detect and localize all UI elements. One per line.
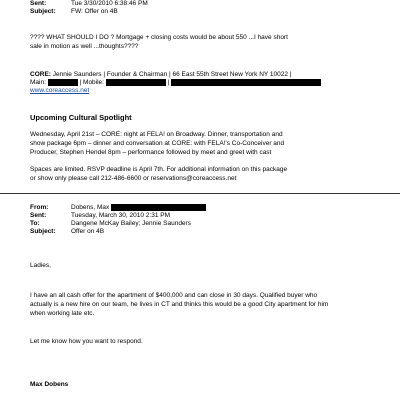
spotlight-paragraph-2-line-2: or show only please call 212-486-6600 or reservations@coreaccess.net [30, 175, 237, 182]
sent-value-2: Tuesday, March 30, 2010 2:31 PM [71, 212, 170, 219]
from-label: From: [30, 204, 49, 211]
signature-text: Jennie Saunders | Founder & Chairman | 66 East 55th Street New York NY 10022 | [50, 71, 292, 78]
spotlight-paragraph-1-line-1: Wednesday, April 21st – CORE: night at FELA! on Broadway. Dinner, transportation and [30, 131, 283, 138]
sent-label: Sent: [30, 0, 47, 7]
email2-body-line-4: Let me know how you want to respond. [30, 338, 143, 345]
to-row [30, 220, 191, 228]
body-line-2: sale in motion as well ...thoughts???? [30, 43, 139, 50]
sent-row-2 [30, 212, 170, 220]
redaction-block [106, 79, 166, 86]
signature-mobile-label: | Mobile: [79, 79, 104, 87]
subject-value-2: Offer on 4B [71, 228, 105, 235]
email2-body-line-3: when working late etc. [30, 310, 95, 317]
subject-row-2 [30, 228, 105, 236]
subject-value: FW: Offer on 4B [71, 8, 118, 15]
signature-line-2 [30, 79, 321, 87]
signature-core: CORE: [30, 71, 51, 78]
spotlight-paragraph-1-line-2: show package 6pm – dinner and conversation at CORE: with FELA!'s Co-Conceiver and [30, 140, 285, 147]
greeting: Ladies, [30, 262, 51, 269]
sent-label-2: Sent: [30, 212, 47, 219]
to-value: Dangene McKay Bailey; Jennie Saunders [71, 220, 191, 227]
signature-line-1 [30, 71, 292, 79]
email-divider [0, 193, 400, 194]
spotlight-paragraph-1-line-3: Producer, Stephen Hendel 8pm – performance followed by meet and greet with cast [30, 149, 272, 156]
signature-line-3 [30, 87, 89, 95]
signature-main-label: Main: [30, 79, 46, 87]
body-line-1: ???? WHAT SHOULD I DO ? Mortgage + closing costs would be about 550 ...I have short [30, 34, 288, 41]
from-row [30, 204, 110, 212]
signature-url-link[interactable]: www.coreaccess.net [30, 87, 90, 94]
spotlight-paragraph-2-line-1: Spaces are limited. RSVP deadline is April 7th. For additional information on this package [30, 166, 288, 173]
signature-name: Max Dobens [30, 381, 69, 388]
to-label: To: [30, 220, 40, 227]
from-value: Dobens, Max [71, 204, 206, 212]
subject-label: Subject: [30, 8, 56, 15]
subject-row [30, 8, 118, 16]
email2-body-line-1: I have an all cash offer for the apartment of $400,000 and can close in 30 days. Qualified buyer who [30, 292, 318, 299]
subject-label-2: Subject: [30, 228, 56, 235]
spotlight-heading: Upcoming Cultural Spotlight [30, 113, 132, 122]
signature-pipe: | [167, 79, 170, 87]
redaction-block [48, 79, 78, 86]
redaction-block [111, 204, 206, 211]
redaction-block [171, 79, 321, 86]
sent-row [30, 0, 148, 8]
sent-value: Tue 3/30/2010 6:38:46 PM [71, 0, 148, 7]
email2-body-line-2: actually is a new hire on our team, he lives in CT and thinks this would be a good City apartment for him [30, 301, 329, 308]
